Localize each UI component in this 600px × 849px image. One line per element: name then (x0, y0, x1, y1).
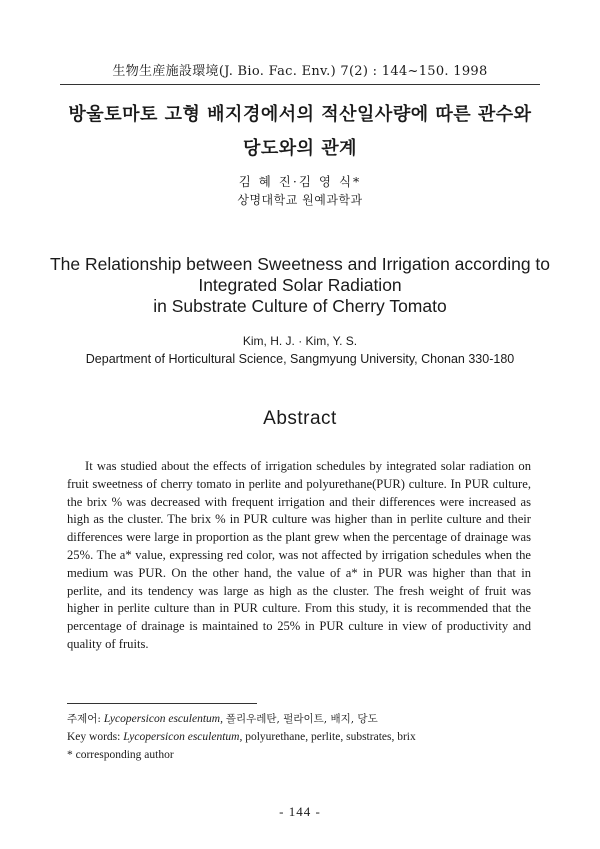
header-rule (60, 84, 540, 85)
corresponding-author-note: * corresponding author (67, 749, 174, 761)
keywords-rest: polyurethane, perlite, substrates, brix (245, 731, 416, 743)
english-affiliation: Department of Horticultural Science, Sangmyung University, Chonan 330-180 (85, 352, 515, 366)
english-keywords (67, 728, 537, 746)
english-authors: Kim, H. J. · Kim, Y. S. (242, 334, 358, 348)
footnotes (67, 710, 537, 764)
korean-keywords-species: Lycopersicon esculentum, (103, 713, 223, 725)
abstract-heading: Abstract (263, 408, 337, 429)
english-title-line: The Relationship between Sweetness and Irrigation according to (49, 254, 551, 274)
korean-title-line2: 당도와의 관계 (242, 138, 358, 159)
english-title-line: in Substrate Culture of Cherry Tomato (153, 296, 447, 316)
page-number: - 144 - (279, 804, 321, 819)
korean-keywords-rest: 폴리우레탄, 펄라이트, 배지, 당도 (225, 713, 378, 725)
korean-authors: 김 혜 진·김 영 식* (238, 174, 362, 189)
korean-affiliation: 상명대학교 원예과학과 (237, 193, 363, 207)
keywords-species: Lycopersicon esculentum, (123, 731, 243, 743)
journal-header: 生物生産施設環境(J. Bio. Fac. Env.) 7(2) : 144~150. 1998 (112, 64, 488, 79)
english-title (40, 254, 560, 317)
korean-keywords (67, 710, 537, 728)
korean-title-line1: 방울토마토 고형 배지경에서의 적산일사량에 따른 관수와 (68, 104, 532, 125)
abstract-body: It was studied about the effects of irrigation schedules by integrated solar radiation on fruit sweetness of cherry tomato in perlite and polyurethane(PUR) culture. In PUR culture, the brix % was decreased with frequent irrigation and their differences were increased as high as the cluster. The brix % in PUR culture was higher than in perlite culture and their differences were large in proportion as the plant grew when the percentage of drainage was 25%. The a* value, expressing red color, was not affected by irrigation schedules when the medium was PUR. On the other hand, the value of a* in PUR was higher than that in perlite, and its tendency was large as high as the cluster. The fresh weight of fruit was higher in perlite culture than in PUR culture. From this study, it is recommended that the percentage of drainage is maintained to 25% in PUR culture in view of productivity and quality of fruits. (67, 459, 531, 651)
keywords-label: Key words: (67, 731, 121, 743)
english-title-line: Integrated Solar Radiation (198, 275, 402, 295)
korean-keywords-label: 주제어: (67, 713, 101, 725)
footnote-rule (67, 703, 257, 704)
